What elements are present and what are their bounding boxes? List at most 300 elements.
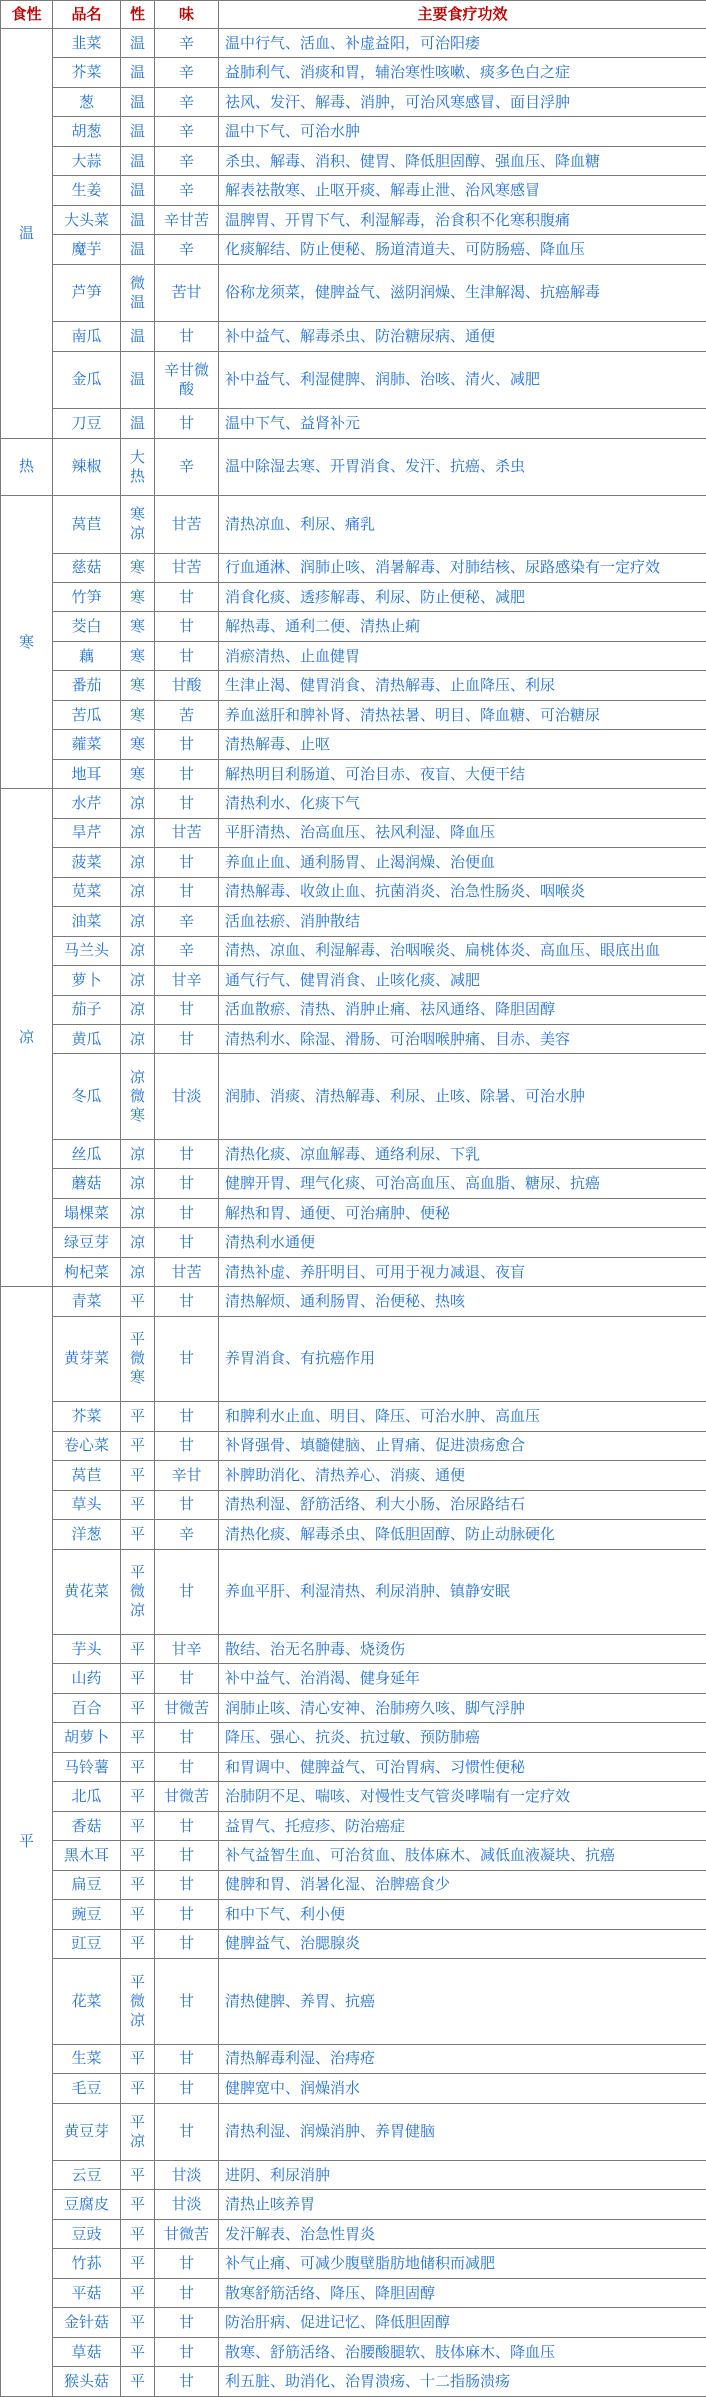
item-taste: 甘 bbox=[155, 1549, 219, 1634]
item-effect: 散寒、舒筋活络、治腰酸腿软、肢体麻木、降血压 bbox=[219, 2337, 706, 2366]
table-row bbox=[1, 496, 706, 553]
item-nature: 凉 bbox=[121, 848, 155, 877]
item-taste: 甘 bbox=[155, 2308, 219, 2337]
item-effect: 补中益气、解毒杀虫、防治糖尿病、通便 bbox=[219, 322, 706, 351]
item-effect: 清热利水、化痰下气 bbox=[219, 789, 706, 818]
item-name: 豆豉 bbox=[53, 2219, 121, 2248]
item-name: 苋菜 bbox=[53, 877, 121, 906]
item-taste: 辛 bbox=[155, 235, 219, 264]
item-taste: 甘 bbox=[155, 2367, 219, 2397]
table-row bbox=[1, 1900, 706, 1929]
item-name: 莴苣 bbox=[53, 496, 121, 553]
item-name: 辣椒 bbox=[53, 438, 121, 495]
item-name: 南瓜 bbox=[53, 322, 121, 351]
table-body bbox=[1, 29, 706, 2397]
item-taste: 甘 bbox=[155, 2278, 219, 2307]
item-effect: 俗称龙须菜，健脾益气、滋阴润燥、生津解渴、抗癌解毒 bbox=[219, 264, 706, 321]
table-row bbox=[1, 2308, 706, 2337]
item-effect: 通气行气、健胃消食、止咳化痰、减肥 bbox=[219, 966, 706, 995]
item-taste: 甘 bbox=[155, 641, 219, 670]
item-effect: 健脾和胃、消暑化湿、治脾癌食少 bbox=[219, 1870, 706, 1899]
item-name: 豌豆 bbox=[53, 1900, 121, 1929]
item-taste: 甘 bbox=[155, 2074, 219, 2103]
item-effect: 润肺、消痰、清热解毒、利尿、止咳、除暑、可治水肿 bbox=[219, 1054, 706, 1139]
table-row bbox=[1, 1316, 706, 1401]
item-nature: 平 bbox=[121, 1782, 155, 1811]
item-name: 马兰头 bbox=[53, 936, 121, 965]
table-row bbox=[1, 553, 706, 582]
item-nature: 温 bbox=[121, 235, 155, 264]
item-taste: 甘 bbox=[155, 1316, 219, 1401]
table-row bbox=[1, 848, 706, 877]
header-row bbox=[1, 1, 706, 29]
item-effect: 温中下气、益肾补元 bbox=[219, 409, 706, 438]
item-name: 藕 bbox=[53, 641, 121, 670]
item-nature: 平 bbox=[121, 1634, 155, 1663]
table-row bbox=[1, 966, 706, 995]
item-taste: 辛 bbox=[155, 117, 219, 146]
item-effect: 利五脏、助消化、治胃溃疡、十二指肠溃疡 bbox=[219, 2367, 706, 2397]
item-name: 金针菇 bbox=[53, 2308, 121, 2337]
item-nature: 凉 bbox=[121, 995, 155, 1024]
item-taste: 辛 bbox=[155, 176, 219, 205]
item-nature: 微温 bbox=[121, 264, 155, 321]
item-effect: 和胃调中、健脾益气、可治胃病、习惯性便秘 bbox=[219, 1752, 706, 1781]
item-effect: 消食化痰、透疹解毒、利尿、防止便秘、减肥 bbox=[219, 582, 706, 611]
item-nature: 凉 bbox=[121, 907, 155, 936]
item-taste: 甘淡 bbox=[155, 2160, 219, 2189]
item-nature: 平 bbox=[121, 1752, 155, 1781]
item-nature: 平 bbox=[121, 2367, 155, 2397]
food-nature-category: 平 bbox=[1, 1287, 53, 2397]
item-taste: 辛 bbox=[155, 936, 219, 965]
item-taste: 甘 bbox=[155, 582, 219, 611]
item-effect: 清热、凉血、利湿解毒、治咽喉炎、扁桃体炎、高血压、眼底出血 bbox=[219, 936, 706, 965]
item-nature: 平 bbox=[121, 1900, 155, 1929]
item-taste: 甘微苦 bbox=[155, 1693, 219, 1722]
item-taste: 甘 bbox=[155, 730, 219, 759]
item-effect: 平肝清热、治高血压、祛风利湿、降血压 bbox=[219, 818, 706, 847]
item-name: 萝卜 bbox=[53, 966, 121, 995]
item-effect: 清热利湿、润燥消肿、养胃健脑 bbox=[219, 2103, 706, 2160]
item-taste: 甘 bbox=[155, 1025, 219, 1054]
item-name: 黑木耳 bbox=[53, 1841, 121, 1870]
item-effect: 活血祛瘀、消肿散结 bbox=[219, 907, 706, 936]
item-effect: 温中行气、活血、补虚益阳，可治阳痿 bbox=[219, 29, 706, 58]
table-row bbox=[1, 1490, 706, 1519]
item-effect: 解热和胃、通便、可治痛肿、便秘 bbox=[219, 1198, 706, 1227]
item-taste: 辛 bbox=[155, 907, 219, 936]
item-effect: 和中下气、利小便 bbox=[219, 1900, 706, 1929]
table-row bbox=[1, 1664, 706, 1693]
item-effect: 清热解毒利湿、治痔疮 bbox=[219, 2044, 706, 2073]
item-taste: 甘 bbox=[155, 877, 219, 906]
item-nature: 凉 bbox=[121, 966, 155, 995]
item-nature: 大热 bbox=[121, 438, 155, 495]
item-nature: 平 bbox=[121, 1870, 155, 1899]
table-row bbox=[1, 995, 706, 1024]
item-name: 油菜 bbox=[53, 907, 121, 936]
item-taste: 辛甘 bbox=[155, 1461, 219, 1490]
item-name: 金瓜 bbox=[53, 351, 121, 408]
table-row bbox=[1, 2278, 706, 2307]
item-name: 毛豆 bbox=[53, 2074, 121, 2103]
item-name: 塌棵菜 bbox=[53, 1198, 121, 1227]
item-effect: 养胃消食、有抗癌作用 bbox=[219, 1316, 706, 1401]
table-row bbox=[1, 789, 706, 818]
header-name: 品名 bbox=[53, 1, 121, 29]
item-effect: 解热明目利肠道、可治目赤、夜盲、大便干结 bbox=[219, 759, 706, 788]
item-taste: 甘苦 bbox=[155, 496, 219, 553]
table-row bbox=[1, 1139, 706, 1168]
item-nature: 平 bbox=[121, 2337, 155, 2366]
item-name: 马铃薯 bbox=[53, 1752, 121, 1781]
table-row bbox=[1, 205, 706, 234]
item-taste: 甘 bbox=[155, 1490, 219, 1519]
table-row bbox=[1, 612, 706, 641]
item-name: 魔芋 bbox=[53, 235, 121, 264]
item-taste: 辛 bbox=[155, 1520, 219, 1549]
item-taste: 辛 bbox=[155, 438, 219, 495]
item-effect: 清热止咳养胃 bbox=[219, 2190, 706, 2219]
item-name: 芦笋 bbox=[53, 264, 121, 321]
item-nature: 凉 bbox=[121, 936, 155, 965]
item-effect: 消瘀清热、止血健胃 bbox=[219, 641, 706, 670]
item-taste: 甘 bbox=[155, 1139, 219, 1168]
item-name: 胡葱 bbox=[53, 117, 121, 146]
item-nature: 平 bbox=[121, 1811, 155, 1840]
item-nature: 平 bbox=[121, 2278, 155, 2307]
item-nature: 凉 bbox=[121, 877, 155, 906]
item-name: 山药 bbox=[53, 1664, 121, 1693]
item-nature: 平 bbox=[121, 1490, 155, 1519]
item-taste: 甘 bbox=[155, 1959, 219, 2044]
item-taste: 甘 bbox=[155, 2103, 219, 2160]
item-effect: 健脾宽中、润燥消水 bbox=[219, 2074, 706, 2103]
item-effect: 清热化痰、解毒杀虫、降低胆固醇、防止动脉硬化 bbox=[219, 1520, 706, 1549]
table-row bbox=[1, 1520, 706, 1549]
item-taste: 苦甘 bbox=[155, 264, 219, 321]
table-row bbox=[1, 2249, 706, 2278]
table-row bbox=[1, 1198, 706, 1227]
item-effect: 散寒舒筋活络、降压、降胆固醇 bbox=[219, 2278, 706, 2307]
item-effect: 清热补虚、养肝明目、可用于视力减退、夜盲 bbox=[219, 1257, 706, 1286]
item-name: 葱 bbox=[53, 87, 121, 116]
item-taste: 甘 bbox=[155, 1169, 219, 1198]
table-row bbox=[1, 1025, 706, 1054]
item-name: 豆腐皮 bbox=[53, 2190, 121, 2219]
item-taste: 甘淡 bbox=[155, 1054, 219, 1139]
item-nature: 凉 bbox=[121, 1198, 155, 1227]
item-effect: 清热解毒、收敛止血、抗菌消炎、治急性肠炎、咽喉炎 bbox=[219, 877, 706, 906]
table-row bbox=[1, 2160, 706, 2189]
item-effect: 治肺阴不足、喘咳、对慢性支气管炎哮喘有一定疗效 bbox=[219, 1782, 706, 1811]
table-row bbox=[1, 2337, 706, 2366]
item-effect: 清热利水、除湿、滑肠、可治咽喉肿痛、目赤、美容 bbox=[219, 1025, 706, 1054]
table-row bbox=[1, 409, 706, 438]
item-nature: 平微凉 bbox=[121, 1549, 155, 1634]
table-row bbox=[1, 1549, 706, 1634]
item-nature: 平 bbox=[121, 2249, 155, 2278]
item-taste: 甘苦 bbox=[155, 818, 219, 847]
item-nature: 平 bbox=[121, 2308, 155, 2337]
table-row bbox=[1, 146, 706, 175]
item-name: 水芹 bbox=[53, 789, 121, 818]
food-nature-category: 寒 bbox=[1, 496, 53, 789]
table-row bbox=[1, 1287, 706, 1316]
item-effect: 温脾胃、开胃下气、利湿解毒，治食积不化寒积腹痛 bbox=[219, 205, 706, 234]
item-name: 豇豆 bbox=[53, 1929, 121, 1958]
item-effect: 润肺止咳、清心安神、治肺痨久咳、脚气浮肿 bbox=[219, 1693, 706, 1722]
item-name: 生姜 bbox=[53, 176, 121, 205]
table-row bbox=[1, 2103, 706, 2160]
item-nature: 平微寒 bbox=[121, 1316, 155, 1401]
item-taste: 辛甘苦 bbox=[155, 205, 219, 234]
item-nature: 温 bbox=[121, 117, 155, 146]
item-nature: 平 bbox=[121, 1664, 155, 1693]
header-food-nature: 食性 bbox=[1, 1, 53, 29]
item-effect: 温中除湿去寒、开胃消食、发汗、抗癌、杀虫 bbox=[219, 438, 706, 495]
item-effect: 补肾强骨、填髓健脑、止胃痛、促进溃疡愈合 bbox=[219, 1431, 706, 1460]
item-nature: 平 bbox=[121, 1693, 155, 1722]
item-nature: 温 bbox=[121, 176, 155, 205]
item-name: 慈菇 bbox=[53, 553, 121, 582]
item-name: 黄豆芽 bbox=[53, 2103, 121, 2160]
table-row bbox=[1, 2219, 706, 2248]
item-taste: 甘 bbox=[155, 1198, 219, 1227]
item-taste: 甘苦 bbox=[155, 1257, 219, 1286]
item-nature: 平 bbox=[121, 1723, 155, 1752]
item-nature: 平 bbox=[121, 1287, 155, 1316]
item-taste: 甘辛 bbox=[155, 1634, 219, 1663]
item-taste: 甘 bbox=[155, 848, 219, 877]
item-nature: 寒 bbox=[121, 730, 155, 759]
item-effect: 祛风、发汗、解毒、消肿，可治风寒感冒、面目浮肿 bbox=[219, 87, 706, 116]
table-row bbox=[1, 1929, 706, 1958]
item-effect: 补脾助消化、清热养心、消痰、通便 bbox=[219, 1461, 706, 1490]
item-effect: 清热化痰、凉血解毒、通络利尿、下乳 bbox=[219, 1139, 706, 1168]
item-effect: 行血通淋、润肺止咳、消暑解毒、对肺结核、尿路感染有一定疗效 bbox=[219, 553, 706, 582]
item-nature: 凉 bbox=[121, 1228, 155, 1257]
table-row bbox=[1, 907, 706, 936]
item-effect: 补气益智生血、可治贫血、肢体麻木、减低血液凝块、抗癌 bbox=[219, 1841, 706, 1870]
item-taste: 苦 bbox=[155, 700, 219, 729]
table-row bbox=[1, 582, 706, 611]
item-nature: 寒 bbox=[121, 612, 155, 641]
item-taste: 甘 bbox=[155, 1870, 219, 1899]
item-name: 竹笋 bbox=[53, 582, 121, 611]
item-taste: 甘 bbox=[155, 1841, 219, 1870]
item-nature: 寒 bbox=[121, 641, 155, 670]
item-name: 黄瓜 bbox=[53, 1025, 121, 1054]
table-row bbox=[1, 730, 706, 759]
item-name: 芋头 bbox=[53, 1634, 121, 1663]
item-name: 猴头菇 bbox=[53, 2367, 121, 2397]
item-taste: 甘 bbox=[155, 612, 219, 641]
item-name: 绿豆芽 bbox=[53, 1228, 121, 1257]
item-nature: 凉 bbox=[121, 1257, 155, 1286]
item-taste: 甘酸 bbox=[155, 671, 219, 700]
item-nature: 温 bbox=[121, 351, 155, 408]
table-row bbox=[1, 818, 706, 847]
item-taste: 甘 bbox=[155, 2337, 219, 2366]
item-name: 大蒜 bbox=[53, 146, 121, 175]
item-nature: 平 bbox=[121, 1431, 155, 1460]
item-name: 竹荪 bbox=[53, 2249, 121, 2278]
item-name: 地耳 bbox=[53, 759, 121, 788]
item-name: 生菜 bbox=[53, 2044, 121, 2073]
item-taste: 辛 bbox=[155, 87, 219, 116]
item-name: 蕹菜 bbox=[53, 730, 121, 759]
item-name: 胡萝卜 bbox=[53, 1723, 121, 1752]
item-taste: 甘 bbox=[155, 1752, 219, 1781]
item-taste: 甘 bbox=[155, 1228, 219, 1257]
table-row bbox=[1, 1431, 706, 1460]
item-nature: 平 bbox=[121, 1461, 155, 1490]
item-taste: 辛 bbox=[155, 146, 219, 175]
item-effect: 解热毒、通利二便、清热止痢 bbox=[219, 612, 706, 641]
table-row bbox=[1, 117, 706, 146]
item-taste: 甘 bbox=[155, 2044, 219, 2073]
item-name: 花菜 bbox=[53, 1959, 121, 2044]
item-taste: 甘 bbox=[155, 1723, 219, 1752]
item-name: 平菇 bbox=[53, 2278, 121, 2307]
food-nature-category: 温 bbox=[1, 29, 53, 439]
item-name: 蘑菇 bbox=[53, 1169, 121, 1198]
item-effect: 清热解烦、通利肠胃、治便秘、热咳 bbox=[219, 1287, 706, 1316]
item-name: 菠菜 bbox=[53, 848, 121, 877]
item-name: 扁豆 bbox=[53, 1870, 121, 1899]
item-effect: 清热凉血、利尿、痛乳 bbox=[219, 496, 706, 553]
item-nature: 平 bbox=[121, 1841, 155, 1870]
table-row bbox=[1, 58, 706, 87]
item-effect: 降压、强心、抗炎、抗过敏、预防肺癌 bbox=[219, 1723, 706, 1752]
item-taste: 甘 bbox=[155, 789, 219, 818]
table-row bbox=[1, 759, 706, 788]
item-effect: 养血止血、通利肠胃、止渴润燥、治便血 bbox=[219, 848, 706, 877]
item-nature: 温 bbox=[121, 87, 155, 116]
item-taste: 甘 bbox=[155, 995, 219, 1024]
item-effect: 补中益气、治消渴、健身延年 bbox=[219, 1664, 706, 1693]
table-row bbox=[1, 1752, 706, 1781]
item-nature: 平 bbox=[121, 2190, 155, 2219]
table-row bbox=[1, 2044, 706, 2073]
item-taste: 甘 bbox=[155, 2249, 219, 2278]
item-name: 番茄 bbox=[53, 671, 121, 700]
item-taste: 甘 bbox=[155, 322, 219, 351]
item-effect: 养血平肝、利湿清热、利尿消肿、镇静安眠 bbox=[219, 1549, 706, 1634]
item-nature: 平微凉 bbox=[121, 1959, 155, 2044]
item-name: 茄子 bbox=[53, 995, 121, 1024]
item-taste: 甘 bbox=[155, 1900, 219, 1929]
item-name: 芥菜 bbox=[53, 1402, 121, 1431]
header-taste: 味 bbox=[155, 1, 219, 29]
item-nature: 寒 bbox=[121, 553, 155, 582]
table-row bbox=[1, 235, 706, 264]
item-name: 卷心菜 bbox=[53, 1431, 121, 1460]
item-name: 刀豆 bbox=[53, 409, 121, 438]
item-name: 芥菜 bbox=[53, 58, 121, 87]
item-nature: 温 bbox=[121, 146, 155, 175]
item-nature: 凉 bbox=[121, 818, 155, 847]
item-nature: 平 bbox=[121, 1402, 155, 1431]
table-row bbox=[1, 438, 706, 495]
item-nature: 平 bbox=[121, 2044, 155, 2073]
item-nature: 温 bbox=[121, 58, 155, 87]
item-nature: 平 bbox=[121, 1520, 155, 1549]
item-taste: 甘 bbox=[155, 1664, 219, 1693]
item-effect: 益肺利气、消痰和胃，辅治寒性咳嗽、痰多色白之症 bbox=[219, 58, 706, 87]
item-name: 洋葱 bbox=[53, 1520, 121, 1549]
item-taste: 辛甘微酸 bbox=[155, 351, 219, 408]
item-taste: 甘 bbox=[155, 1287, 219, 1316]
table-row bbox=[1, 700, 706, 729]
item-name: 草菇 bbox=[53, 2337, 121, 2366]
table-row bbox=[1, 2190, 706, 2219]
item-effect: 清热利水通便 bbox=[219, 1228, 706, 1257]
item-nature: 平凉 bbox=[121, 2103, 155, 2160]
item-effect: 补中益气、利湿健脾、润肺、治咳、清火、减肥 bbox=[219, 351, 706, 408]
food-nature-category: 热 bbox=[1, 438, 53, 495]
item-effect: 发汗解表、治急性胃炎 bbox=[219, 2219, 706, 2248]
item-effect: 生津止渴、健胃消食、清热解毒、止血降压、利尿 bbox=[219, 671, 706, 700]
table-row bbox=[1, 641, 706, 670]
table-row bbox=[1, 322, 706, 351]
table-row bbox=[1, 1402, 706, 1431]
item-name: 北瓜 bbox=[53, 1782, 121, 1811]
item-nature: 平 bbox=[121, 2160, 155, 2189]
item-nature: 温 bbox=[121, 322, 155, 351]
item-effect: 健脾开胃、理气化痰、可治高血压、高血脂、糖尿、抗癌 bbox=[219, 1169, 706, 1198]
item-name: 冬瓜 bbox=[53, 1054, 121, 1139]
item-nature: 凉 bbox=[121, 1025, 155, 1054]
item-nature: 寒 bbox=[121, 759, 155, 788]
item-effect: 养血滋肝和脾补肾、清热祛暑、明目、降血糖、可治糖尿 bbox=[219, 700, 706, 729]
item-taste: 甘 bbox=[155, 759, 219, 788]
item-nature: 温 bbox=[121, 29, 155, 58]
table-row bbox=[1, 351, 706, 408]
item-taste: 甘微苦 bbox=[155, 1782, 219, 1811]
item-effect: 散结、治无名肿毒、烧烫伤 bbox=[219, 1634, 706, 1663]
item-effect: 和脾利水止血、明目、降压、可治水肿、高血压 bbox=[219, 1402, 706, 1431]
table-row bbox=[1, 1959, 706, 2044]
table-row bbox=[1, 1257, 706, 1286]
item-nature: 凉 bbox=[121, 1139, 155, 1168]
item-effect: 健脾益气、治腮腺炎 bbox=[219, 1929, 706, 1958]
item-effect: 益胃气、托痘疹、防治癌症 bbox=[219, 1811, 706, 1840]
item-effect: 化痰解结、防止便秘、肠道清道夫、可防肠癌、降血压 bbox=[219, 235, 706, 264]
item-nature: 寒凉 bbox=[121, 496, 155, 553]
item-effect: 进阴、利尿消肿 bbox=[219, 2160, 706, 2189]
table-row bbox=[1, 29, 706, 58]
item-nature: 温 bbox=[121, 409, 155, 438]
item-taste: 甘 bbox=[155, 1431, 219, 1460]
table-row bbox=[1, 1228, 706, 1257]
item-effect: 杀虫、解毒、消积、健胃、降低胆固醇、强血压、降血糖 bbox=[219, 146, 706, 175]
item-nature: 凉 bbox=[121, 789, 155, 818]
item-name: 丝瓜 bbox=[53, 1139, 121, 1168]
item-taste: 甘 bbox=[155, 1811, 219, 1840]
item-name: 旱芹 bbox=[53, 818, 121, 847]
item-taste: 甘苦 bbox=[155, 553, 219, 582]
item-nature: 平 bbox=[121, 2219, 155, 2248]
table-row bbox=[1, 2074, 706, 2103]
table-row bbox=[1, 877, 706, 906]
item-name: 草头 bbox=[53, 1490, 121, 1519]
table-row bbox=[1, 1169, 706, 1198]
table-row bbox=[1, 1634, 706, 1663]
table-row bbox=[1, 1054, 706, 1139]
